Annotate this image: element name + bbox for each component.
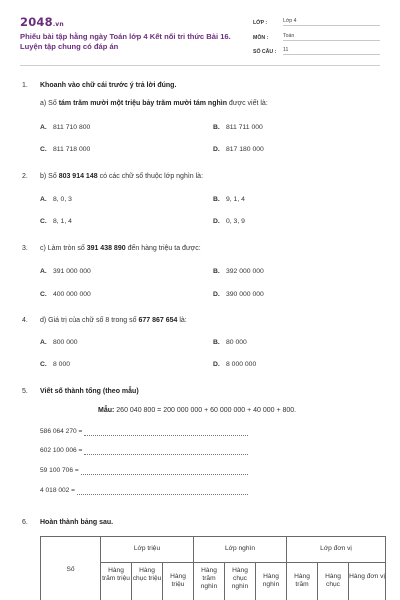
table-group-header: Lớp triệu (101, 537, 194, 563)
option-letter: A. (40, 268, 47, 275)
question-number: 3. (22, 245, 28, 252)
question-text (40, 173, 203, 182)
fill-label: 602 100 006 = (40, 447, 83, 454)
option-b[interactable] (213, 268, 264, 276)
question-text (40, 245, 201, 254)
option-text: 8, 1, 4 (53, 218, 72, 225)
option-a[interactable] (40, 339, 78, 347)
option-c[interactable] (40, 361, 70, 369)
info-value: 11 (283, 47, 380, 56)
sample-label: Mẫu: (98, 407, 115, 414)
option-letter: D. (213, 218, 220, 225)
option-letter: B. (213, 124, 220, 131)
info-row-subject (253, 30, 380, 41)
option-b[interactable] (213, 196, 245, 204)
question-title: Viết số thành tổng (theo mẫu) (40, 388, 139, 395)
option-d[interactable] (213, 361, 256, 369)
option-c[interactable] (40, 291, 91, 299)
option-letter: A. (40, 339, 47, 346)
question-number: 1. (22, 82, 28, 89)
fill-row[interactable] (40, 447, 248, 455)
place-value-table (40, 536, 386, 600)
fill-label: 4 018 002 = (40, 487, 76, 494)
logo-suffix: .vn (52, 21, 64, 28)
option-text: 391 000 000 (53, 268, 91, 275)
option-text: 8 000 000 (226, 361, 257, 368)
option-letter: B. (213, 196, 220, 203)
table-sub-header: Hàng trăm triệu (101, 563, 132, 600)
table-sub-header: Hàng đơn vị (349, 563, 386, 600)
logo-text: 2048 (20, 15, 53, 29)
info-value: Lớp 4 (283, 18, 380, 27)
question-number: 2. (22, 173, 28, 180)
table-sub-header: Hàng nghìn (256, 563, 287, 600)
text-post: được viết là: (226, 100, 268, 107)
text-pre: d) Giá trị của chữ số 8 trong số (40, 317, 139, 324)
table-sub-header: Hàng chục nghìn (225, 563, 256, 600)
option-a[interactable] (40, 124, 90, 132)
option-text: 9, 1, 4 (226, 196, 245, 203)
option-letter: C. (40, 146, 47, 153)
option-letter: B. (213, 268, 220, 275)
option-text: 817 180 000 (226, 146, 264, 153)
fill-row[interactable] (40, 467, 248, 475)
text-post: đến hàng triệu ta được: (125, 245, 201, 252)
info-row-class (253, 15, 380, 26)
option-b[interactable] (213, 124, 263, 132)
option-text: 400 000 000 (53, 291, 91, 298)
option-text: 8 000 (53, 361, 71, 368)
text-post: là: (177, 317, 187, 324)
option-letter: D. (213, 291, 220, 298)
option-b[interactable] (213, 339, 247, 347)
option-letter: C. (40, 361, 47, 368)
table-sub-header: Hàng trăm (287, 563, 318, 600)
question-title: Khoanh vào chữ cái trước ý trả lời đúng. (40, 82, 177, 89)
info-label: SỐ CÂU : (253, 48, 277, 55)
table-sub-header: Hàng trăm nghìn (194, 563, 225, 600)
sample-line (98, 407, 296, 416)
text-bold: 803 914 148 (58, 173, 98, 180)
header-divider (20, 65, 380, 66)
table-sub-header: Hàng chục (318, 563, 349, 600)
info-value: Toán (283, 33, 380, 42)
text-pre: b) Số (40, 173, 59, 180)
table-group-header: Lớp nghìn (194, 537, 287, 563)
question-text (40, 317, 187, 326)
option-d[interactable] (213, 218, 245, 226)
info-row-count (253, 44, 380, 55)
question-title: Hoàn thành bảng sau. (40, 519, 114, 526)
option-letter: D. (213, 146, 220, 153)
fill-row[interactable] (40, 487, 248, 495)
option-letter: A. (40, 196, 47, 203)
site-logo[interactable] (20, 15, 64, 29)
option-d[interactable] (213, 291, 264, 299)
table-group-header: Lớp đơn vị (287, 537, 386, 563)
option-letter: C. (40, 218, 47, 225)
text-bold: 677 867 654 (138, 317, 178, 324)
text-post: có các chữ số thuộc lớp nghìn là: (97, 173, 204, 180)
text-pre: c) Làm tròn số (40, 245, 87, 252)
text-bold: tám trăm mười một triệu bảy trăm mười tám nghìn (58, 100, 227, 107)
fill-label: 59 100 706 = (40, 467, 79, 474)
answer-blank[interactable] (77, 489, 248, 495)
text-bold: 391 438 890 (86, 245, 126, 252)
info-label: MÔN : (253, 34, 269, 41)
option-text: 800 000 (53, 339, 78, 346)
option-text: 0, 3, 9 (226, 218, 245, 225)
question-number: 5. (22, 388, 28, 395)
option-c[interactable] (40, 146, 90, 154)
question-number: 4. (22, 317, 28, 324)
sample-text: 260 040 800 = 200 000 000 + 60 000 000 + 40 000 + 800. (114, 407, 297, 414)
option-text: 811 710 800 (53, 124, 91, 131)
option-a[interactable] (40, 196, 72, 204)
option-c[interactable] (40, 218, 72, 226)
option-text: 8, 0, 3 (53, 196, 72, 203)
answer-blank[interactable] (84, 430, 248, 436)
option-letter: D. (213, 361, 220, 368)
option-letter: B. (213, 339, 220, 346)
table-header-number: Số (41, 537, 101, 600)
option-text: 390 000 000 (226, 291, 264, 298)
table-sub-header: Hàng chục triệu (132, 563, 163, 600)
option-text: 392 000 000 (226, 268, 264, 275)
question-number: 6. (22, 519, 28, 526)
option-text: 80 000 (226, 339, 247, 346)
option-letter: A. (40, 124, 47, 131)
fill-row[interactable] (40, 428, 248, 436)
option-a[interactable] (40, 268, 91, 276)
answer-blank[interactable] (84, 449, 248, 455)
option-text: 811 711 000 (226, 124, 263, 131)
page-title: Phiếu bài tập hằng ngày Toán lớp 4 Kết nối tri thức Bài 16. Luyện tập chung có đáp án (20, 32, 231, 51)
info-label: LỚP : (253, 19, 268, 26)
option-letter: C. (40, 291, 47, 298)
fill-label: 586 064 270 = (40, 428, 83, 435)
table-sub-header: Hàng triệu (163, 563, 194, 600)
question-text (40, 100, 268, 109)
answer-blank[interactable] (81, 469, 248, 475)
option-text: 811 718 000 (53, 146, 91, 153)
option-d[interactable] (213, 146, 264, 154)
text-pre: a) Số (40, 100, 59, 107)
